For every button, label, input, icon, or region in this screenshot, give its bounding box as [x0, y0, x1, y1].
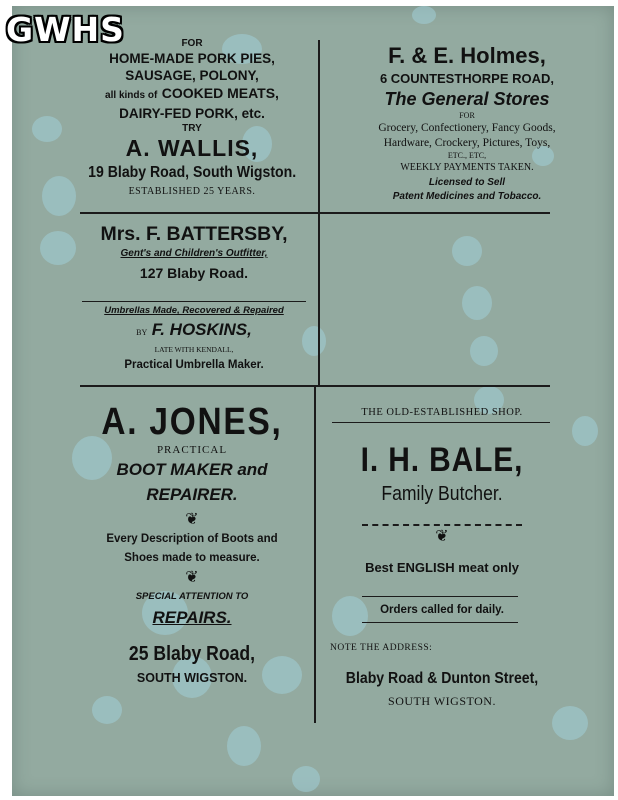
- stain: [572, 416, 598, 446]
- wallis-line-cooked-meats: [74, 84, 310, 105]
- holmes-goods-2: Hardware, Crockery, Pictures, Toys,: [383, 137, 551, 149]
- bale-orders-rule-bottom: [362, 622, 518, 623]
- ad-wallis: [74, 38, 310, 200]
- wallis-address: 19 Blaby Road, South Wigston.: [88, 164, 297, 181]
- jones-desc-2: Shoes made to measure.: [124, 552, 260, 564]
- holmes-weekly: WEEKLY PAYMENTS TAKEN.: [400, 162, 534, 173]
- bale-address: Blaby Road & Dunton Street,: [345, 670, 539, 687]
- jones-trade-2: REPAIRER.: [146, 485, 238, 504]
- jones-ornament-1: ❦: [185, 511, 199, 528]
- ad-bale-body: [324, 440, 560, 508]
- vertical-rule-mid: [318, 214, 320, 386]
- bale-ornament: ❦: [435, 528, 449, 545]
- ad-hoskins: [74, 304, 314, 375]
- stain: [42, 176, 76, 216]
- bale-orders: Orders called for daily.: [380, 604, 504, 616]
- bale-orders-rule-top: [362, 596, 518, 597]
- ad-holmes: [326, 42, 608, 204]
- horizontal-rule-1: [80, 212, 550, 214]
- holmes-etc: ETC., ETC,: [447, 151, 487, 160]
- jones-repairs: REPAIRS.: [152, 608, 232, 627]
- stain: [470, 336, 498, 366]
- stain: [92, 696, 122, 724]
- bale-town: SOUTH WIGSTON.: [388, 694, 496, 708]
- ad-bale: [324, 406, 560, 420]
- holmes-for: FOR: [459, 111, 475, 120]
- bale-meat: Best ENGLISH meat only: [365, 560, 519, 575]
- hoskins-name-line: [74, 318, 314, 345]
- wallis-line-pork-pies: HOME-MADE PORK PIES,: [109, 51, 275, 66]
- wallis-name: A. WALLIS,: [125, 135, 259, 161]
- hoskins-heading: Umbrellas Made, Recovered & Repaired: [104, 305, 284, 316]
- wallis-line-dairy: DAIRY-FED PORK, etc.: [119, 106, 265, 121]
- ad-jones: [74, 400, 310, 687]
- holmes-name: F. & E. Holmes,: [388, 43, 546, 68]
- hoskins-late: LATE WITH KENDALL,: [154, 345, 234, 354]
- jones-special: SPECIAL ATTENTION TO: [135, 591, 249, 602]
- jones-ornament-2: ❦: [185, 569, 199, 586]
- bale-name: I. H. BALE,: [360, 441, 524, 479]
- hoskins-by: BY: [136, 328, 148, 337]
- jones-name: A. JONES,: [101, 401, 283, 443]
- stain: [32, 116, 62, 142]
- hoskins-top-rule: [82, 301, 306, 302]
- gwhs-watermark: GWHS: [6, 10, 125, 49]
- battersby-address: 127 Blaby Road.: [139, 265, 249, 281]
- ad-battersby: [74, 222, 314, 285]
- bale-trade: Family Butcher.: [381, 483, 503, 505]
- wallis-line-sausage: SAUSAGE, POLONY,: [125, 68, 259, 83]
- holmes-address: 6 COUNTESTHORPE ROAD,: [379, 71, 555, 86]
- ad-bale-address: [324, 666, 560, 710]
- jones-desc-1: Every Description of Boots and: [106, 533, 278, 545]
- wallis-cooked-meats: COOKED MEATS,: [161, 85, 279, 101]
- jones-address: 25 Blaby Road,: [128, 643, 256, 665]
- ad-bale-orders: [324, 602, 560, 618]
- bale-note: NOTE THE ADDRESS:: [330, 643, 433, 653]
- jones-trade-1: BOOT MAKER and: [116, 460, 268, 479]
- holmes-goods-1: Grocery, Confectionery, Fancy Goods,: [378, 122, 556, 134]
- hoskins-maker: Practical Umbrella Maker.: [124, 359, 264, 371]
- holmes-store: The General Stores: [384, 89, 550, 109]
- wallis-all-kinds: all kinds of: [105, 90, 158, 101]
- stain: [292, 766, 320, 792]
- ad-bale-lower: [324, 528, 560, 578]
- stain: [462, 286, 492, 320]
- jones-town: SOUTH WIGSTON.: [136, 671, 248, 685]
- stain: [227, 726, 261, 766]
- battersby-name: Mrs. F. BATTERSBY,: [100, 223, 288, 245]
- bale-heading: THE OLD-ESTABLISHED SHOP.: [361, 407, 523, 418]
- stain: [552, 706, 588, 740]
- holmes-patent: Patent Medicines and Tobacco.: [392, 191, 542, 202]
- stain: [40, 231, 76, 265]
- wallis-for: FOR: [181, 38, 203, 49]
- wallis-try: TRY: [182, 123, 202, 134]
- paper-page: [12, 6, 614, 796]
- wallis-established: ESTABLISHED 25 YEARS.: [128, 186, 256, 197]
- stain: [412, 6, 436, 24]
- vertical-rule-bottom: [314, 387, 316, 723]
- vertical-rule-top: [318, 40, 320, 214]
- bale-heading-rule: [332, 422, 550, 423]
- jones-practical: PRACTICAL: [156, 444, 228, 456]
- holmes-licensed: Licensed to Sell: [428, 177, 506, 188]
- battersby-subtitle: Gent's and Children's Outfitter,: [120, 248, 268, 259]
- stain: [452, 236, 482, 266]
- bale-dash-rule: [362, 524, 522, 526]
- hoskins-name: F. HOSKINS,: [151, 320, 252, 339]
